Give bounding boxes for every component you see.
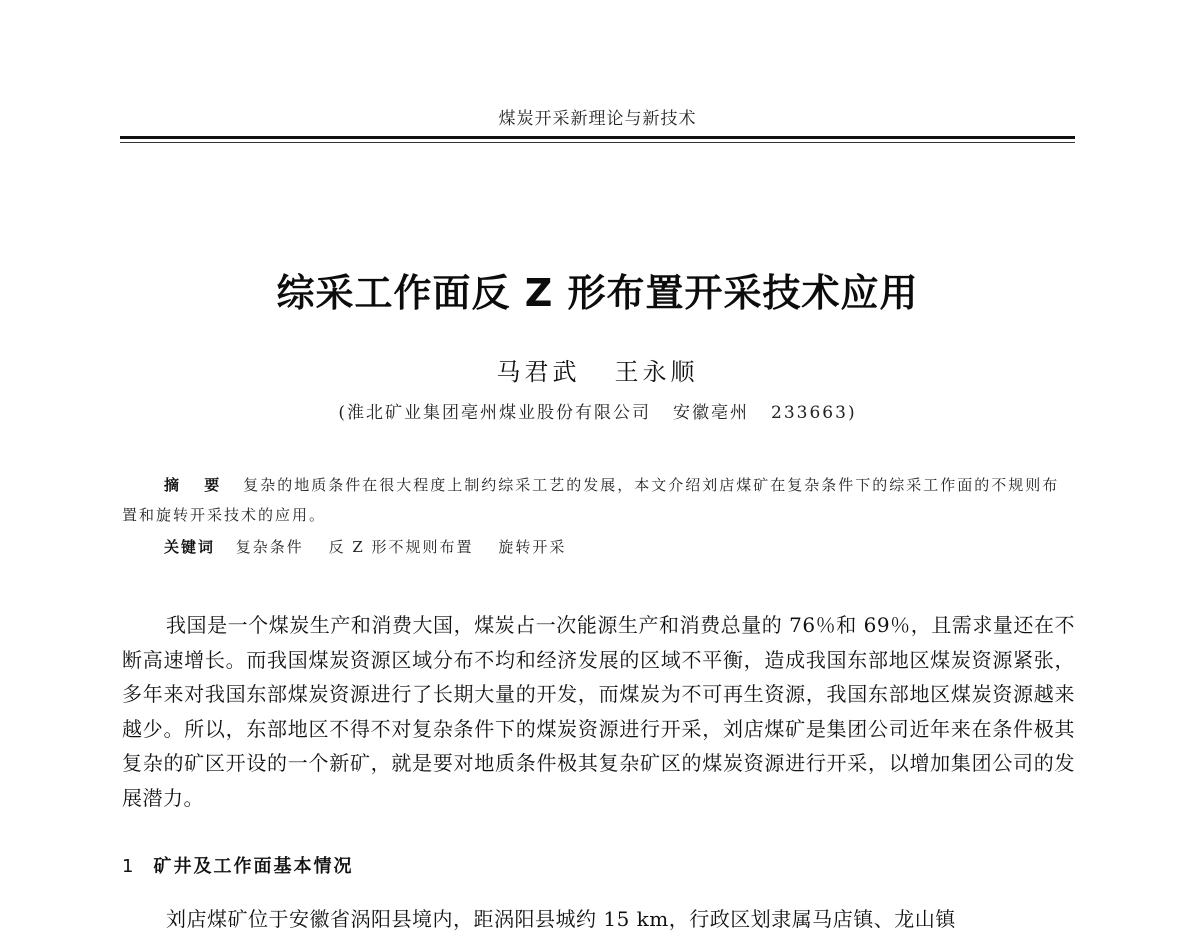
author-name: 马君武: [496, 358, 581, 386]
keywords-label: 关键词: [164, 538, 216, 556]
section-heading: [122, 852, 353, 878]
affiliation-place: 安徽亳州: [673, 403, 750, 423]
affiliation-close-paren: ): [847, 403, 857, 423]
section-title: 矿井及工作面基本情况: [153, 856, 354, 877]
author-list: [120, 352, 1075, 387]
keyword: 复杂条件: [235, 538, 304, 556]
article-title: 综采工作面反 Z 形布置开采技术应用: [276, 271, 919, 315]
section-first-line: 刘店煤矿位于安徽省涡阳县境内，距涡阳县城约 15 km，行政区划隶属马店镇、龙山镇: [166, 907, 956, 931]
intro-paragraph: 我国是一个煤炭生产和消费大国，煤炭占一次能源生产和消费总量的 76％和 69％，且需求量还在不断高速增长。而我国煤炭资源区域分布不均和经济发展的区域不平衡，造成我国东部地区煤炭资源紧张，多年来对我国东部煤炭资源进行了长期大量的开发，而煤炭为不可再生资源，我国东部地区煤炭资源越来越少。所以，东部地区不得不对复杂条件下的煤炭资源进行开采，刘店煤矿是集团公司近年来在条件极其复杂的矿区开设的一个新矿，就是要对地质条件极其复杂矿区的煤炭资源进行开采，以增加集团公司的发展潜力。: [122, 613, 1075, 810]
abstract-text: 复杂的地质条件在很大程度上制约综采工艺的发展，本文介绍刘店煤矿在复杂条件下的综采工作面的不规则布置和旋转开采技术的应用。: [122, 476, 1060, 524]
section-number: 1: [122, 856, 136, 877]
affiliation-postcode: 233663: [771, 403, 848, 423]
affiliation: [120, 398, 1075, 423]
abstract: [122, 470, 1075, 530]
keywords: [164, 536, 1075, 557]
header-rule-thin: [120, 142, 1075, 143]
author-name: 王永顺: [614, 358, 699, 386]
running-header: 煤炭开采新理论与新技术: [498, 109, 697, 129]
header-rule-thick: [120, 136, 1075, 139]
abstract-label: 摘 要: [164, 476, 230, 494]
keyword: 反 Z 形不规则布置: [328, 538, 474, 556]
keyword: 旋转开采: [498, 538, 567, 556]
affiliation-open-paren: (: [338, 403, 348, 423]
affiliation-org: 淮北矿业集团亳州煤业股份有限公司: [347, 403, 652, 423]
